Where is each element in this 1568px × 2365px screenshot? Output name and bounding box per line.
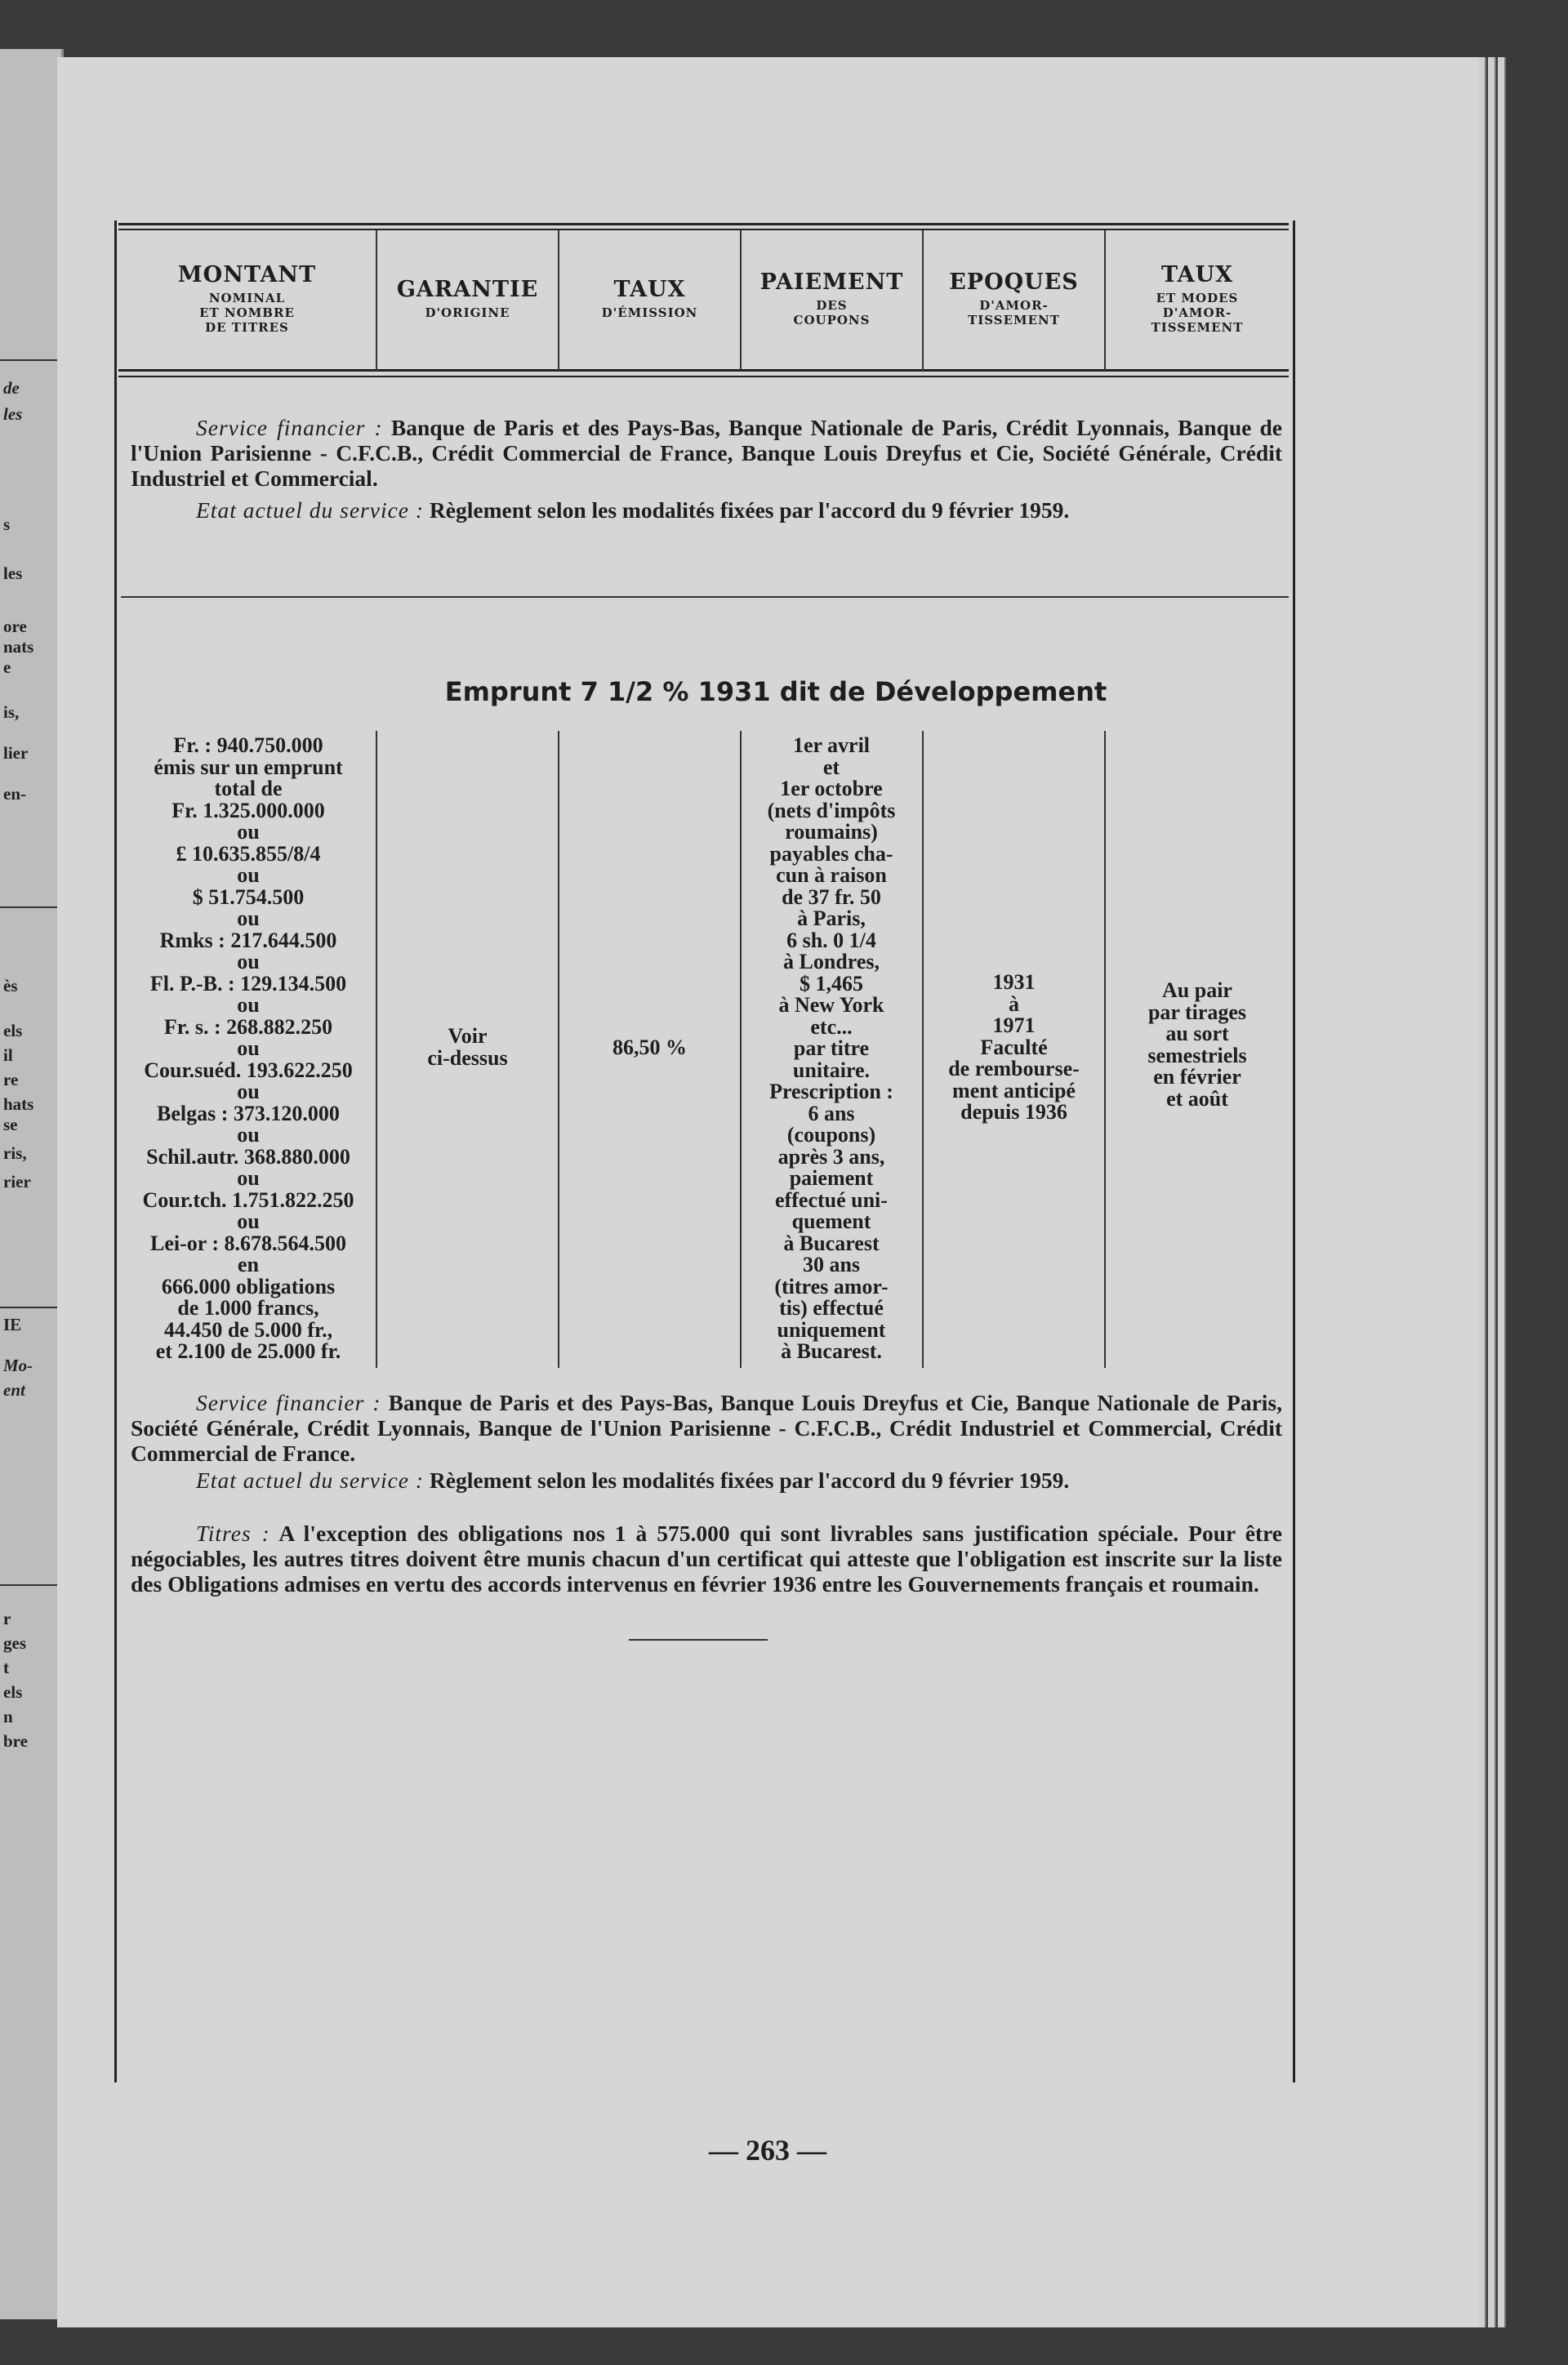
montant_lines-line: de 1.000 francs,: [177, 1296, 319, 1320]
header-bottom-rule: [118, 369, 1289, 372]
left-page-fragment: ent: [3, 1380, 25, 1400]
header-sublabel: TISSEMENT: [968, 313, 1060, 327]
service-financier-text: Banque de Paris et des Pays-Bas, Banque Nationale de Paris, Crédit Lyonnais, Banque de l'Union Parisienne - C.F.C.B., Crédit Commercial de France, Banque Louis Dreyfus et Cie, Société Générale, Crédit Industriel et Commercial.: [131, 415, 1283, 491]
taux-emission-cell: [562, 1037, 737, 1059]
left-page-fragment: de: [3, 378, 20, 398]
paiement_lines-line: et: [822, 755, 840, 779]
montant_lines-line: ou: [237, 863, 260, 887]
header-sublabel: D'AMOR-: [979, 298, 1049, 313]
header-montant: [122, 231, 372, 366]
header-divider: [922, 230, 924, 371]
montant_lines-line: 44.450 de 5.000 fr.,: [163, 1317, 333, 1342]
left-page-fragment: bre: [3, 1731, 28, 1751]
montant_lines-line: Fr. 1.325.000.000: [172, 798, 325, 822]
montant_lines-line: Lei-or : 8.678.564.500: [150, 1231, 346, 1255]
epoques_lines-line: 1971: [992, 1013, 1036, 1037]
header-bottom-rule-inner: [118, 376, 1289, 377]
paiement_lines-line: de 37 fr. 50: [782, 884, 881, 909]
etat-actuel-paragraph: [131, 497, 1282, 523]
page-number: — 263 —: [709, 2134, 826, 2167]
left-page-rule: [0, 1584, 57, 1586]
titres-text: A l'exception des obligations nos 1 à 575.000 qui sont livrables sans justification spéciale. Pour être négociables, les autres titres doivent être munis chacun d'un certificat qui atteste que l'obligation est inscrite sur la liste des Obligations admises en vertu des accords intervenus en février 1936 entre les Gouvernements français et roumain.: [131, 1521, 1282, 1597]
montant_lines-line: ou: [237, 1209, 260, 1233]
paiement_lines-line: (titres amor-: [774, 1274, 889, 1298]
header-divider: [740, 230, 742, 371]
epoques_lines-line: depuis 1936: [960, 1100, 1067, 1124]
header-top-rule-inner: [118, 229, 1289, 230]
end-rule: [629, 1639, 768, 1641]
left-facing-page: [0, 49, 64, 2319]
taux_modes_lines-line: au sort: [1165, 1022, 1229, 1045]
montant_lines-line: ou: [237, 993, 260, 1017]
paiement_lines-line: 1er avril: [792, 733, 871, 757]
service-financier-label: Service financier :: [196, 1390, 381, 1415]
paiement_lines-line: unitaire.: [792, 1058, 871, 1082]
paiement_lines-line: $ 1,465: [800, 971, 863, 995]
paiement_lines-line: effectué uni-: [775, 1187, 888, 1212]
epoques_lines-line: 1931: [992, 970, 1036, 994]
montant_lines-line: et 2.100 de 25.000 fr.: [155, 1339, 341, 1363]
service-financier-paragraph: [131, 415, 1282, 491]
etat-actuel-text: Règlement selon les modalités fixées par l'accord du 9 février 1959.: [429, 1468, 1070, 1493]
page-edge: [1488, 57, 1496, 2327]
etat-actuel-text: Règlement selon les modalités fixées par l'accord du 9 février 1959.: [429, 497, 1070, 523]
montant_lines-line: ou: [237, 1123, 260, 1147]
left-page-rule: [0, 1307, 57, 1308]
service-financier-label: Service financier :: [196, 415, 383, 440]
left-page-fragment: is,: [3, 702, 20, 722]
titres-paragraph: [131, 1521, 1282, 1597]
left-page-fragment: re: [3, 1070, 19, 1089]
montant_lines-line: £ 10.635.855/8/4: [176, 841, 321, 866]
left-page-fragment: ore: [3, 617, 27, 636]
left-page-fragment: les: [3, 404, 23, 424]
body-divider: [558, 731, 559, 1368]
header-label: TAUX: [1160, 262, 1234, 287]
left-page-fragment: il: [3, 1045, 13, 1065]
header-top-rule: [118, 223, 1289, 225]
montant_lines-line: en: [238, 1253, 259, 1276]
header-taux-modes: [1108, 231, 1286, 366]
left-page-fragment: els: [3, 1682, 23, 1702]
header-divider: [558, 230, 559, 371]
paiement_lines-line: paiement: [789, 1166, 874, 1190]
paiement_lines-line: etc...: [810, 1014, 853, 1039]
body-divider: [376, 731, 377, 1368]
left-page-fragment: t: [3, 1658, 9, 1677]
paiement-column: [742, 735, 921, 1363]
paiement_lines-line: 30 ans: [802, 1253, 861, 1276]
left-page-fragment: r: [3, 1609, 11, 1628]
montant_lines-line: ou: [237, 906, 260, 930]
epoques-column: [926, 972, 1102, 1124]
left-page-fragment: nats: [3, 637, 34, 657]
montant_lines-line: ou: [237, 1166, 260, 1190]
taux-modes-column: [1108, 980, 1286, 1110]
taux_modes_lines-line: et août: [1166, 1086, 1228, 1111]
montant_lines-line: Rmks : 217.644.500: [159, 928, 337, 952]
epoques_lines-line: ment anticipé: [952, 1078, 1076, 1102]
left-page-fragment: ris,: [3, 1143, 27, 1163]
header-divider: [1104, 230, 1106, 371]
paiement_lines-line: à Paris,: [797, 906, 866, 930]
epoques_lines-line: Faculté: [980, 1035, 1048, 1059]
etat-actuel-paragraph-2: [131, 1468, 1282, 1493]
left-page-fragment: IE: [3, 1315, 22, 1334]
body-divider: [1104, 731, 1106, 1368]
left-page-fragment: lier: [3, 743, 29, 763]
section-divider: [121, 596, 1289, 598]
montant_lines-line: ou: [237, 820, 260, 844]
left-page-fragment: n: [3, 1707, 13, 1726]
taux_modes_lines-line: en février: [1153, 1065, 1241, 1089]
header-label: MONTANT: [177, 262, 317, 287]
montant_lines-line: total de: [214, 777, 283, 800]
loan-title: Emprunt 7 1/2 % 1931 dit de Développement: [444, 676, 1107, 707]
header-paiement: [744, 231, 920, 366]
epoques_lines-line: à: [1009, 991, 1019, 1016]
paiement_lines-line: (coupons): [786, 1123, 876, 1147]
left-page-fragment: se: [3, 1115, 18, 1134]
left-page-fragment: ges: [3, 1633, 26, 1653]
left-page-fragment: ès: [3, 976, 18, 995]
header-sublabel: DES: [816, 298, 848, 313]
taux_modes_lines-line: par tirages: [1147, 1000, 1247, 1024]
paiement_lines-line: Prescription :: [769, 1080, 893, 1103]
left-page-fragment: en-: [3, 784, 26, 804]
montant_lines-line: ou: [237, 950, 260, 973]
paiement_lines-line: (nets d'impôts: [767, 798, 896, 822]
header-sublabel: D'ORIGINE: [425, 305, 510, 320]
montant_lines-line: $ 51.754.500: [192, 884, 305, 909]
body-divider: [922, 731, 924, 1368]
paiement_lines-line: tis) effectué: [779, 1296, 884, 1320]
page-edge: [1478, 57, 1486, 2327]
left-page-rule: [0, 359, 57, 361]
paiement_lines-line: à Bucarest: [783, 1231, 880, 1255]
montant_lines-line: Schil.autr. 368.880.000: [146, 1144, 350, 1169]
header-label: GARANTIE: [396, 277, 539, 302]
taux-emission-value: 86,50 %: [612, 1036, 687, 1059]
taux_modes_lines-line: Au pair: [1162, 978, 1232, 1002]
paiement_lines-line: payables cha-: [769, 841, 893, 866]
left-page-fragment: les: [3, 563, 23, 583]
montant_lines-line: 666.000 obligations: [161, 1274, 336, 1298]
paiement_lines-line: à New York: [778, 993, 884, 1017]
montant_lines-line: ou: [237, 1080, 260, 1103]
etat-actuel-label: Etat actuel du service :: [196, 497, 425, 523]
header-sublabel: NOMINAL: [208, 291, 286, 305]
left-page-rule: [0, 906, 57, 908]
left-page-fragment: rier: [3, 1172, 31, 1191]
paiement_lines-line: roumains): [785, 820, 878, 844]
header-epoques: [926, 231, 1102, 366]
paiement_lines-line: quement: [791, 1209, 871, 1233]
montant_lines-line: Cour.tch. 1.751.822.250: [142, 1187, 354, 1212]
header-sublabel: ET NOMBRE: [199, 305, 295, 320]
header-taux-emission: [562, 231, 737, 366]
header-sublabel: D'ÉMISSION: [601, 305, 698, 320]
header-divider: [376, 230, 377, 371]
left-page-fragment: Mo-: [3, 1356, 33, 1375]
header-label: TAUX: [613, 277, 686, 302]
paiement_lines-line: par titre: [793, 1036, 870, 1060]
etat-actuel-label: Etat actuel du service :: [196, 1468, 425, 1493]
header-sublabel: COUPONS: [793, 313, 871, 327]
montant_lines-line: Cour.suéd. 193.622.250: [144, 1058, 353, 1082]
left-page-fragment: s: [3, 514, 11, 534]
page-edge: [1498, 57, 1506, 2327]
header-label: EPOQUES: [949, 269, 1079, 295]
paiement_lines-line: cun à raison: [776, 863, 887, 887]
paiement_lines-line: 1er octobre: [780, 777, 883, 800]
epoques_lines-line: de rembourse-: [948, 1057, 1080, 1080]
paiement_lines-line: à Londres,: [783, 950, 880, 973]
header-sublabel: DE TITRES: [205, 320, 289, 335]
montant_lines-line: Fl. P.-B. : 129.134.500: [149, 971, 347, 995]
paiement_lines-line: 6 sh. 0 1/4: [786, 928, 876, 952]
paiement_lines-line: à Bucarest.: [781, 1339, 882, 1363]
service-financier-text: Banque de Paris et des Pays-Bas, Banque Louis Dreyfus et Cie, Banque Nationale de Paris, Société Générale, Crédit Lyonnais, Banque de l'Union Parisienne - C.F.C.B., Crédit Industriel et Commercial, Crédit Commercial de France.: [131, 1390, 1283, 1466]
left-page-fragment: hats: [3, 1094, 34, 1114]
montant_lines-line: Fr. : 940.750.000: [173, 733, 323, 757]
left-page-fragment: els: [3, 1021, 23, 1040]
montant_lines-line: émis sur un emprunt: [154, 755, 343, 779]
garantie-column: [380, 1026, 555, 1069]
montant-column: [122, 735, 374, 1363]
header-sublabel: ET MODES: [1156, 291, 1239, 305]
garantie_lines-line: Voir: [448, 1024, 488, 1048]
montant_lines-line: Fr. s. : 268.882.250: [163, 1014, 333, 1039]
taux_modes_lines-line: semestriels: [1147, 1043, 1247, 1067]
garantie_lines-line: ci-dessus: [427, 1045, 508, 1070]
paiement_lines-line: uniquement: [777, 1317, 886, 1342]
header-sublabel: D'AMOR-: [1162, 305, 1232, 320]
service-financier-paragraph-2: [131, 1390, 1282, 1466]
header-sublabel: TISSEMENT: [1151, 320, 1244, 335]
montant_lines-line: Belgas : 373.120.000: [157, 1101, 340, 1125]
header-garantie: [380, 231, 555, 366]
paiement_lines-line: après 3 ans,: [777, 1144, 885, 1169]
montant_lines-line: ou: [237, 1036, 260, 1060]
header-label: PAIEMENT: [760, 269, 904, 295]
paiement_lines-line: 6 ans: [808, 1101, 855, 1125]
left-page-fragment: e: [3, 657, 11, 677]
titres-label: Titres :: [196, 1521, 270, 1546]
